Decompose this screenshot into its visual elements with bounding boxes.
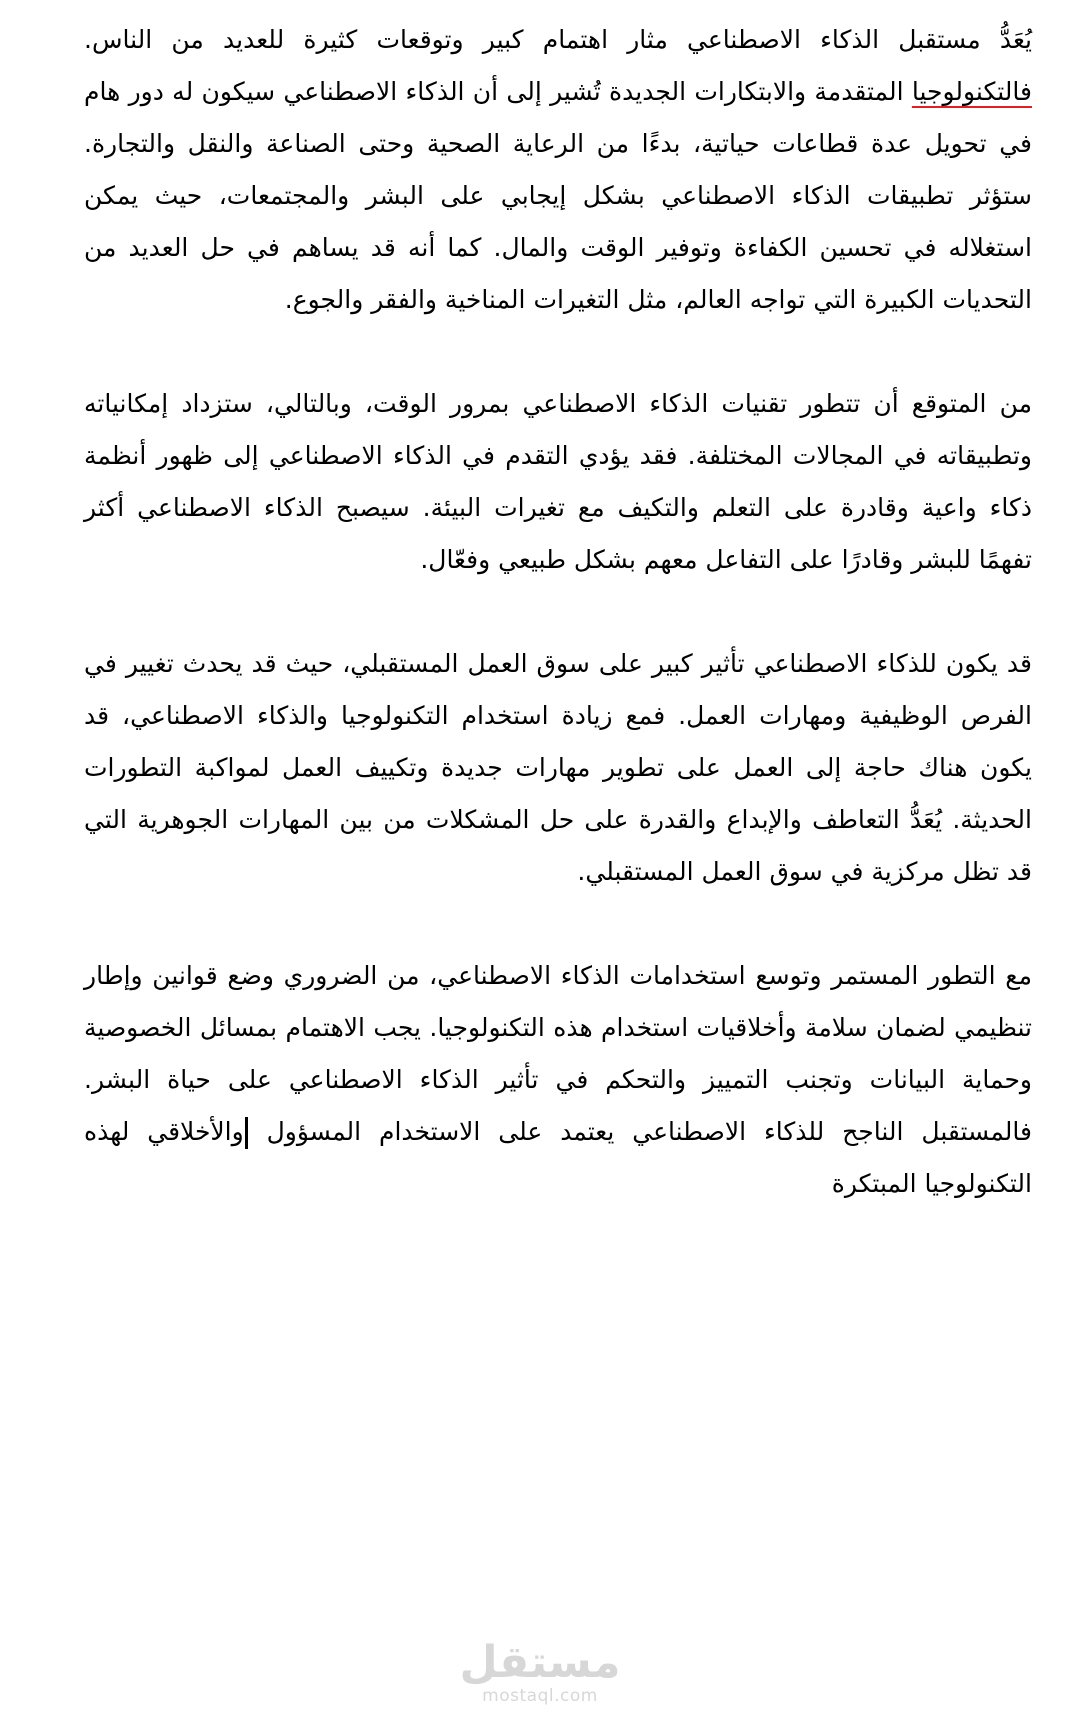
paragraph-4-text-before-caret: مع التطور المستمر وتوسع استخدامات الذكاء الاصطناعي، من الضروري وضع قوانين وإطار تنظيمي لضمان سلامة وأخلاقيات استخدام هذه التكنولوجيا. يجب الاهتمام بمسائل الخصوصية وحماية البيانات وتجنب التمييز والتحكم في تأثير الذكاء الاصطناعي على حياة البشر. فالمستقبل الناجح للذكاء الاصطناعي يعتمد على الاستخدام المسؤول [84, 961, 1032, 1146]
watermark [0, 1637, 1080, 1706]
paragraph-1-text-end: المتقدمة والابتكارات الجديدة تُشير إلى أن الذكاء الاصطناعي سيكون له دور هام في تحويل عدة قطاعات حياتية، بدءًا من الرعاية الصحية وحتى الصناعة والنقل والتجارة. ستؤثر تطبيقات الذكاء الاصطناعي بشكل إيجابي على البشر والمجتمعات، حيث يمكن استغلاله في تحسين الكفاءة وتوفير الوقت والمال. كما أنه قد يساهم في حل العديد من التحديات الكبيرة التي تواجه العالم، مثل التغيرات المناخية والفقر والجوع. [84, 77, 1032, 314]
document-body[interactable] [84, 14, 1032, 1262]
paragraph-1-text-start: يُعَدُّ مستقبل الذكاء الاصطناعي مثار اهتمام كبير وتوقعات كثيرة للعديد من الناس. [84, 25, 1032, 54]
paragraph-2: من المتوقع أن تتطور تقنيات الذكاء الاصطناعي بمرور الوقت، وبالتالي، ستزداد إمكانياته وتطبيقاته في المجالات المختلفة. فقد يؤدي التقدم في الذكاء الاصطناعي إلى ظهور أنظمة ذكاء واعية وقادرة على التعلم والتكيف مع تغيرات البيئة. سيصبح الذكاء الاصطناعي أكثر تفهمًا للبشر وقادرًا على التفاعل معهم بشكل طبيعي وفعّال. [84, 389, 1032, 574]
text-cursor [245, 1117, 248, 1149]
paragraph-4 [84, 950, 1032, 1210]
watermark-url: mostaql.com [482, 1686, 598, 1706]
watermark-logo: مستقل [459, 1637, 621, 1688]
spellcheck-flagged-word[interactable]: فالتكنولوجيا [911, 77, 1032, 106]
paragraph-4-text-after-caret: والأخلاقي لهذه التكنولوجيا المبتكرة [84, 1117, 1032, 1198]
paragraph-3: قد يكون للذكاء الاصطناعي تأثير كبير على سوق العمل المستقبلي، حيث قد يحدث تغيير في الفرص الوظيفية ومهارات العمل. فمع زيادة استخدام التكنولوجيا والذكاء الاصطناعي، قد يكون هناك حاجة إلى العمل على تطوير مهارات جديدة وتكييف العمل لمواكبة التطورات الحديثة. يُعَدُّ التعاطف والإبداع والقدرة على حل المشكلات من بين المهارات الجوهرية التي قد تظل مركزية في سوق العمل المستقبلي. [84, 649, 1032, 886]
paragraph-1 [84, 14, 1032, 326]
